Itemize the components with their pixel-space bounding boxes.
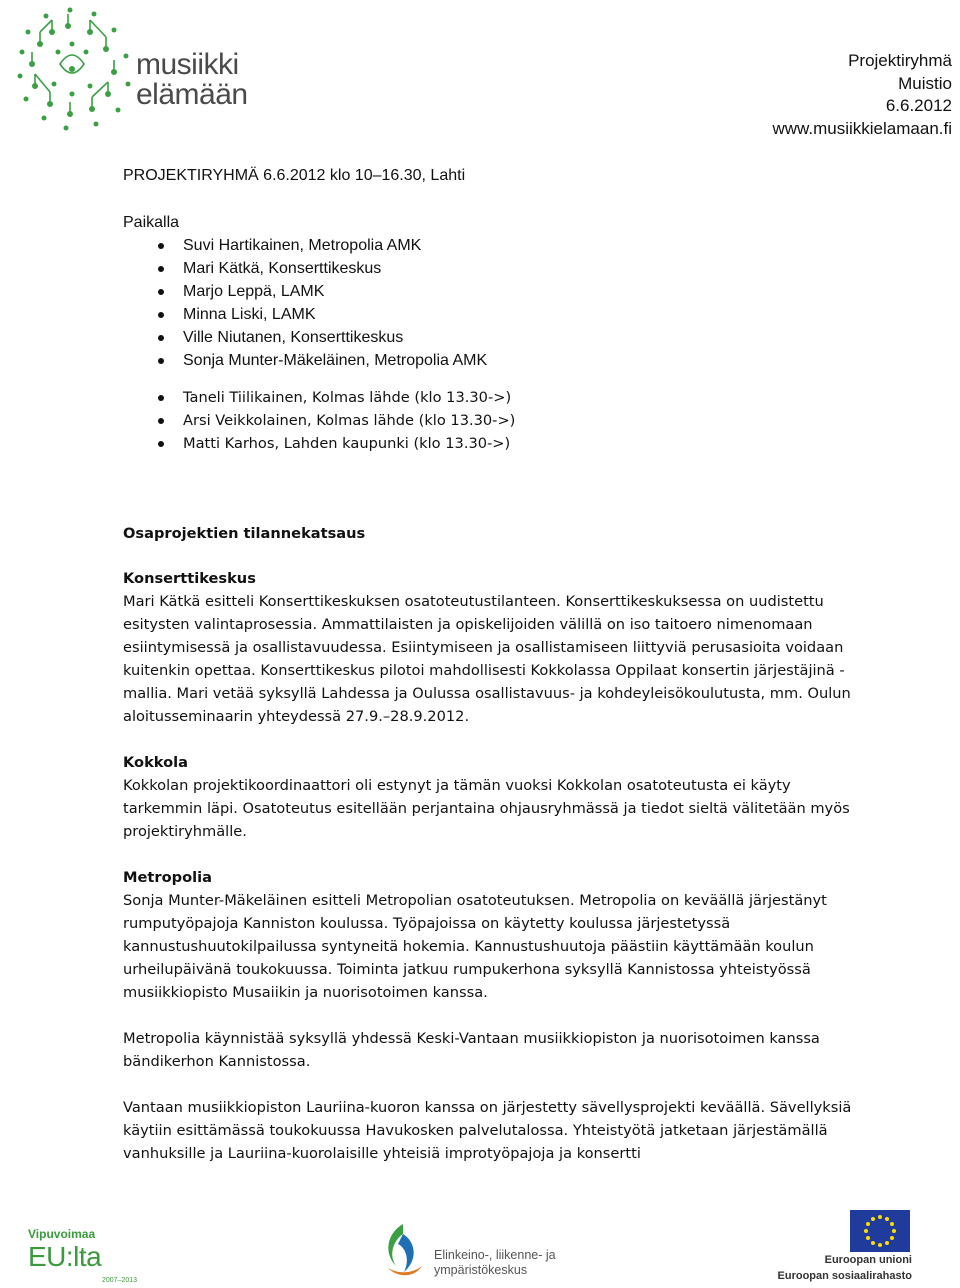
metropolia-heading: Metropolia [123,869,212,886]
metropolia-text-3: Vantaan musiikkiopiston Lauriina-kuoron kanssa on järjestetty sävellysprojekti keväällä. Sävellyksiä käytiin esittämässä toukokuussa Havukosken palvelutalossa. Yhteistyötä jatketaan järjestämällä vanhuksille ja Lauriina-kuorolaisille yhteisiä improtyöpajoja ja konsertti [123,1099,852,1162]
list-item: Ville Niutanen, Konserttikeskus [123,326,863,349]
kokkola-heading: Kokkola [123,754,188,771]
metropolia-text-2: Metropolia käynnistää syksyllä yhdessä Keski-Vantaan musiikkiopiston ja nuorisotoimen kanssa bändikerhon Kannistossa. [123,1030,820,1070]
document-header-info [773,50,953,140]
list-item: Arsi Veikkolainen, Kolmas lähde (klo 13.30->) [123,409,863,432]
header-doc-type: Muistio [898,73,952,93]
logo-wordmark [136,50,248,110]
ely-line2: ympäristökeskus [434,1263,528,1277]
list-item: Taneli Tiilikainen, Kolmas lähde (klo 13.30->) [123,386,863,409]
vipuvoimaa-text: Vipuvoimaa [28,1227,96,1241]
list-item: Mari Kätkä, Konserttikeskus [123,257,863,280]
years-text: 2007–2013 [102,1277,138,1284]
list-item: Sonja Munter-Mäkeläinen, Metropolia AMK [123,349,863,372]
ely-line1: Elinkeino-, liikenne- ja [434,1248,556,1262]
ely-swirl-icon [378,1220,428,1282]
list-item: Suvi Hartikainen, Metropolia AMK [123,234,863,257]
list-item: Matti Karhos, Lahden kaupunki (klo 13.30->) [123,432,863,455]
footer-logos [0,1210,960,1288]
list-item: Minna Liski, LAMK [123,303,863,326]
music-notes-logo-icon [10,4,135,134]
header-group-name: Projektiryhmä [848,51,952,70]
musiikki-elamaan-logo [10,4,250,134]
eu-flag-icon [850,1210,910,1252]
vipuvoimaa-logo [28,1227,158,1287]
attendee-list-2 [123,386,863,455]
section-title: Osaprojektien tilannekatsaus [123,525,366,542]
konserttikeskus-text: Mari Kätkä esitteli Konserttikeskuksen osatoteutustilanteen. Konserttikeskuksessa on uudistettu esitysten valintaprosessia. Ammattilaisten ja opiskelijoiden välillä on iso taitoero nimenomaan esiintymisessä ja osallistavuudessa. Esiintymiseen ja osallistamiseen liittyviä perusasioita voidaan kuitenkin opettaa. Konserttikeskus pilotoi mahdollisesti Kokkolassa Oppilaat konsertin järjestäjinä -mallia. Mari vetää syksyllä Lahdessa ja Oulussa osallistavuus- ja kohdeyleisökoulutusta, mm. Oulun aloitusseminaarin yhteydessä 27.9.–28.9.2012. [123,593,851,725]
ely-keskus-logo [378,1220,578,1284]
list-item: Marjo Leppä, LAMK [123,280,863,303]
esf-text: Euroopan sosiaalirahasto [777,1270,912,1282]
eu-union-text: Euroopan unioni [824,1254,912,1266]
header-date: 6.6.2012 [885,96,952,115]
metropolia-text-1: Sonja Munter-Mäkeläinen esitteli Metropolian osatoteutuksen. Metropolia on keväällä järjestänyt rumputyöpajoja Kanniston koulussa. Työpajoissa on käytetty koulussa järjestetyssä kannustushuutokilpailussa syntyneitä hokemia. Kannustushuutoja päästiin käyttämään koulun urheilupäivänä toukokuussa. Toiminta jatkuu rumpukerhona syksyllä Kannistossa yhteistyössä musiikkiopisto Musaiikin ja nuorisotoimen kanssa. [123,892,827,1001]
header-website: www.musiikkielamaan.fi [772,118,952,138]
ely-text [434,1248,556,1278]
meeting-title: PROJEKTIRYHMÄ 6.6.2012 klo 10–16.30, Lahti [123,167,466,184]
logo-text-line1: musiikki [136,48,239,81]
logo-text-line2: elämään [136,78,248,111]
document-body [123,164,863,1165]
present-label: Paikalla [123,214,180,231]
eu-lta-text: EU:lta [28,1241,102,1272]
konserttikeskus-heading: Konserttikeskus [123,570,256,587]
kokkola-text: Kokkolan projektikoordinaattori oli estynyt ja tämän vuoksi Kokkolan osatoteutusta ei käyty tarkemmin läpi. Osatoteutus esitellään perjantaina ohjausryhmässä ja tiedot sieltä välitetään myös projektiryhmälle. [123,777,850,840]
eu-logo [770,1210,920,1288]
attendee-list-1 [123,234,863,372]
